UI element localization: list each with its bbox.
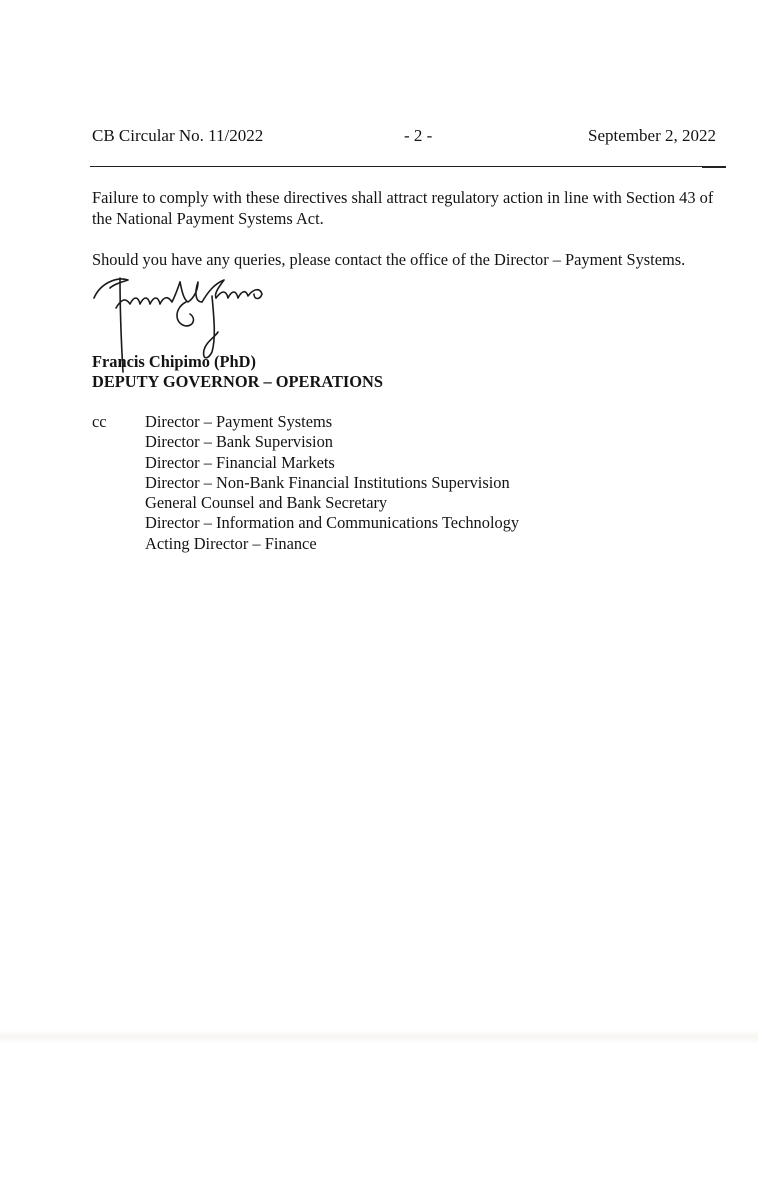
compliance-paragraph: Failure to comply with these directives shall attract regulatory action in line with Section 43 of the National Payment Systems Act. bbox=[92, 188, 714, 228]
cc-recipient: Director – Financial Markets bbox=[145, 452, 335, 472]
queries-paragraph: Should you have any queries, please contact the office of the Director – Payment Systems. bbox=[92, 250, 686, 269]
cc-recipient: Director – Bank Supervision bbox=[145, 432, 334, 452]
cc-recipient-list bbox=[145, 412, 519, 554]
page-header bbox=[92, 126, 724, 150]
signatory-name: Francis Chipimo (PhD) bbox=[92, 352, 256, 371]
cc-recipient: Director – Information and Communications Technology bbox=[145, 513, 520, 533]
cc-label: cc bbox=[92, 412, 107, 431]
cc-recipient: Director – Non-Bank Financial Institutions Supervision bbox=[145, 472, 510, 492]
cc-recipient: General Counsel and Bank Secretary bbox=[145, 493, 388, 513]
header-divider-accent bbox=[702, 167, 726, 168]
cc-recipient: Acting Director – Finance bbox=[145, 533, 317, 553]
scan-shadow-band bbox=[0, 1030, 758, 1044]
cc-recipient: Director – Payment Systems bbox=[145, 412, 333, 431]
circular-date: September 2, 2022 bbox=[588, 126, 716, 145]
header-divider bbox=[90, 166, 726, 167]
signatory-title: DEPUTY GOVERNOR – OPERATIONS bbox=[92, 372, 383, 391]
page-number: - 2 - bbox=[404, 126, 433, 145]
circular-number: CB Circular No. 11/2022 bbox=[92, 126, 264, 145]
